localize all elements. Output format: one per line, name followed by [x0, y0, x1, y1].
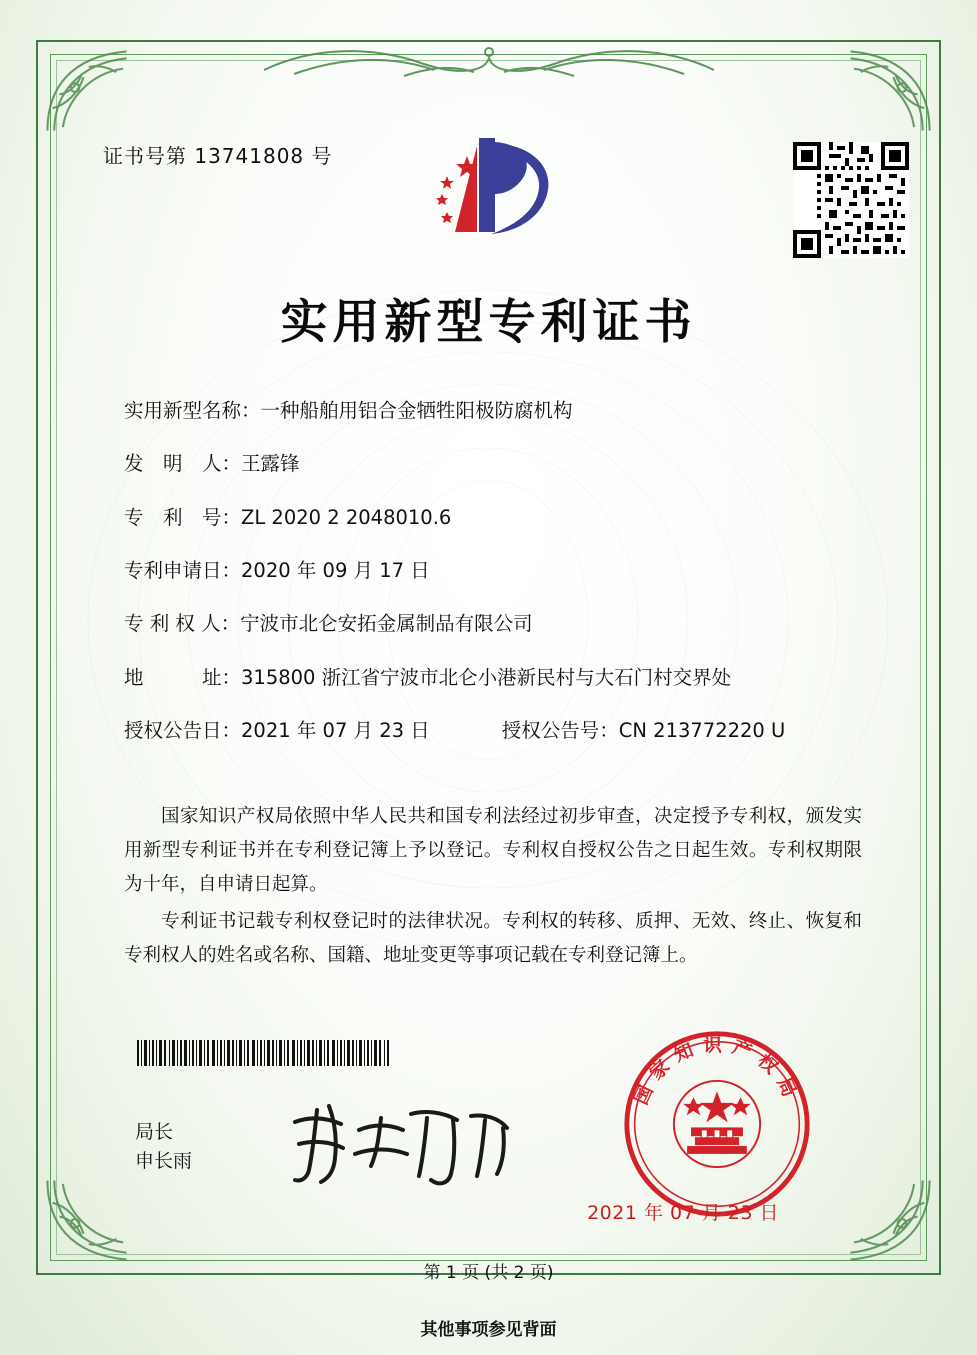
- back-side-note: 其他事项参见背面: [420, 1320, 557, 1340]
- certificate-number: 证书号第 13741808 号: [103, 144, 333, 168]
- legal-paragraph-2: 专利证书记载专利权登记时的法律状况。专利权的转移、质押、无效、终止、恢复和专利权人的姓名或名称、国籍、地址变更等事项记载在专利登记簿上。: [124, 910, 862, 966]
- seal-date: 2021 年 07 月 23 日: [587, 1202, 779, 1224]
- field-value: ZL 2020 2 2048010.6: [241, 505, 452, 529]
- field-value: 宁波市北仑安拓金属制品有限公司: [240, 612, 533, 636]
- field-address: [124, 665, 864, 691]
- field-patentee: [124, 611, 864, 637]
- official-seal: [619, 1026, 815, 1222]
- corner-ornament-top-left: [44, 48, 130, 134]
- corner-ornament-top-right: [847, 48, 933, 134]
- field-label: 地 址：: [124, 665, 242, 689]
- field-label: 发 明 人：: [124, 452, 242, 476]
- legal-paragraph-1: 国家知识产权局依照中华人民共和国专利法经过初步审查，决定授予专利权，颁发实用新型专利证书并在专利登记簿上予以登记。专利权自授权公告之日起生效。专利权期限为十年，自申请日起算。: [124, 806, 862, 896]
- field-label: 专 利 号：: [124, 505, 242, 529]
- field-utility-model-name: [124, 398, 864, 424]
- qr-code: [793, 142, 909, 258]
- field-application-date: [124, 558, 864, 584]
- field-value: 一种船舶用铝合金牺牲阳极防腐机构: [260, 399, 573, 422]
- legal-body-text: [124, 800, 862, 975]
- field-value: 2020 年 09 月 17 日: [241, 558, 430, 582]
- barcode: [137, 1040, 389, 1066]
- field-value: 315800 浙江省宁波市北仑小港新民村与大石门村交界处: [241, 665, 732, 689]
- page-title: 实用新型专利证书: [280, 295, 697, 350]
- page-number: 第 1 页 (共 2 页): [423, 1263, 554, 1283]
- svg-text:国家知识产权局: 国家知识产权局: [630, 1035, 804, 1109]
- grant-date-label: 授权公告日：: [124, 718, 242, 742]
- signature-block: [135, 1118, 192, 1177]
- grant-number-value: CN 213772220 U: [618, 718, 786, 742]
- grant-date-value: 2021 年 07 月 23 日: [241, 718, 430, 742]
- cnipa-logo-icon: [419, 128, 559, 244]
- certificate-fields: [124, 398, 864, 771]
- top-center-flourish: [254, 40, 724, 86]
- field-label: 专利申请日：: [124, 558, 242, 582]
- handwritten-signature-icon: [285, 1100, 515, 1190]
- corner-ornament-bottom-right: [847, 1177, 933, 1263]
- field-label: 实用新型名称：: [124, 399, 261, 422]
- director-role-label: 局长: [135, 1121, 174, 1143]
- field-inventor: [124, 451, 864, 477]
- corner-ornament-bottom-left: [44, 1177, 130, 1263]
- field-patent-number: [124, 505, 864, 531]
- field-grant-announcement: [124, 718, 864, 744]
- field-label: 专 利 权 人：: [124, 612, 241, 636]
- grant-number-label: 授权公告号：: [501, 718, 619, 742]
- director-name-label: 申长雨: [135, 1150, 193, 1173]
- field-value: 王露锋: [241, 452, 300, 476]
